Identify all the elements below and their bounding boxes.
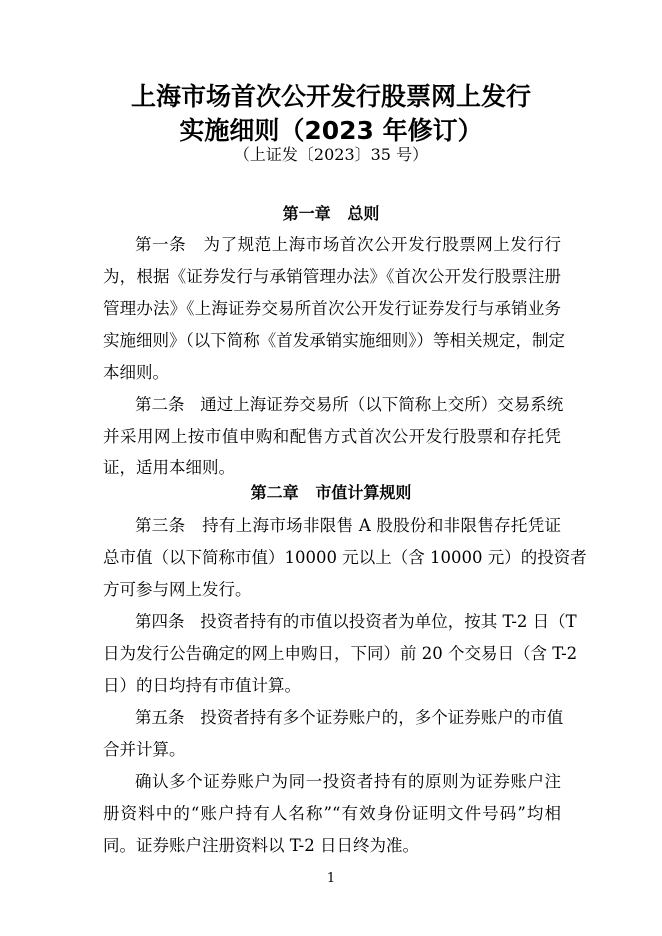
text-line: 本细则。: [103, 363, 169, 382]
text-line: 第四条 投资者持有的市值以投资者为单位，按其 T-2 日（T: [135, 612, 577, 631]
document-title-line2: 实施细则（2023 年修订）: [179, 116, 483, 145]
text-line: 第一条 为了规范上海市场首次公开发行股票网上发行行: [135, 235, 561, 254]
text-line: 第三条 持有上海市场非限售 A 股股份和非限售存托凭证: [135, 516, 561, 535]
text-line: 合并计算。: [103, 740, 186, 759]
page-number: 1: [326, 871, 336, 886]
text-line: 并采用网上按市值申购和配售方式首次公开发行股票和存托凭: [103, 427, 561, 446]
text-line: 总市值（以下简称市值）10000 元以上（含 10000 元）的投资者: [103, 548, 587, 567]
text-line: 同。证券账户注册资料以 T-2 日日终为准。: [103, 836, 419, 855]
text-line: 第五条 投资者持有多个证券账户的，多个证券账户的市值: [135, 708, 564, 727]
chapter-heading-2: 第二章 市值计算规则: [250, 483, 412, 502]
text-line: 日）的日均持有市值计算。: [103, 676, 301, 695]
text-line: 方可参与网上发行。: [103, 580, 252, 599]
text-line: 为，根据《证券发行与承销管理办法》《首次公开发行股票注册: [103, 267, 561, 286]
text-line: 日为发行公告确定的网上申购日，下同）前 20 个交易日（含 T-2: [103, 644, 578, 663]
document-title-line1: 上海市场首次公开发行股票网上发行: [130, 82, 531, 111]
text-line: 证，适用本细则。: [103, 458, 235, 477]
text-line: 册资料中的“账户持有人名称”“有效身份证明文件号码”均相: [103, 804, 561, 823]
text-line: 确认多个证券账户为同一投资者持有的原则为证券账户注: [135, 772, 561, 791]
text-line: 实施细则》（以下简称《首发承销实施细则》）等相关规定，制定: [103, 331, 565, 350]
chapter-heading-1: 第一章 总则: [282, 204, 380, 223]
document-number: （上证发〔2023〕35 号）: [233, 145, 429, 164]
text-line: 第二条 通过上海证券交易所（以下简称上交所）交易系统: [135, 395, 564, 414]
text-line: 管理办法》《上海证券交易所首次公开发行证券发行与承销业务: [103, 299, 561, 318]
